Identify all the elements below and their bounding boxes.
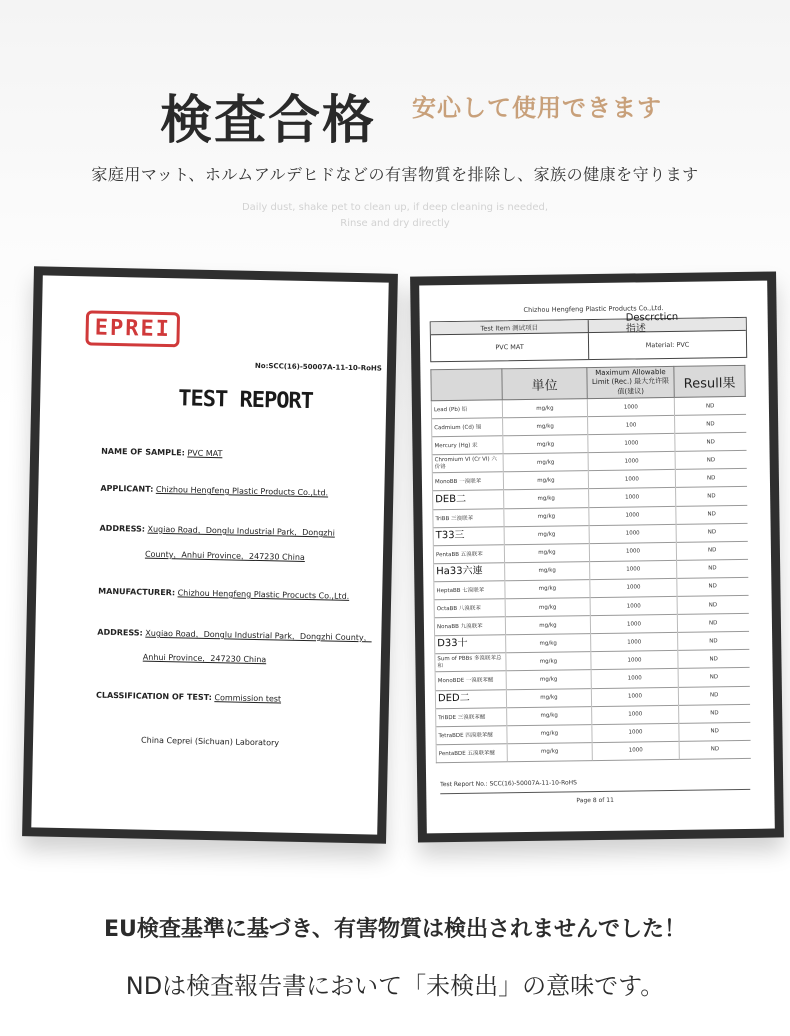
description-overlay-line2: 指述 [625, 323, 646, 335]
classification-label: CLASSIFICATION OF TEST: [95, 690, 212, 703]
row-item-name: TetraBDE 四溴联苯醚 [438, 732, 493, 739]
row-result-cell: ND [676, 523, 747, 542]
row-limit-cell: 100 [588, 415, 675, 434]
manufacturer-row [98, 587, 349, 601]
sample-name-row [101, 447, 222, 459]
row-item-name: OctaBB 八溴联苯 [436, 605, 481, 613]
row-item-cell [433, 508, 504, 527]
row-limit-cell: 1000 [588, 452, 675, 471]
row-unit-cell: mg/kg [507, 706, 592, 725]
test-results-frame [410, 271, 784, 842]
test-report-cover-sheet [31, 275, 388, 834]
row-limit-cell: 1000 [590, 578, 677, 597]
row-item-overlay: T33三 [435, 529, 465, 541]
row-limit-cell: 1000 [591, 687, 678, 706]
row-result-cell: ND [676, 487, 747, 506]
row-unit-cell: mg/kg [506, 634, 591, 653]
sample-name-label: NAME OF SAMPLE: [101, 446, 185, 458]
sample-info-body [431, 331, 746, 361]
column-header-unit: 単位 [502, 368, 587, 400]
row-result-cell: ND [675, 415, 746, 434]
row-result-cell: ND [677, 595, 748, 614]
row-limit-cell: 1000 [592, 705, 679, 724]
row-result-cell: ND [678, 650, 749, 669]
manufacturer-address-line1: Xugiao Road，Donglu Industrial Park，Dongzhi County， [145, 628, 372, 643]
row-result-cell: ND [677, 614, 748, 633]
faint-caption-line1: Daily dust, shake pet to clean up, if deep cleaning is needed, [241, 202, 549, 213]
page-description: 家庭用マット、ホルムアルデヒドなどの有害物質を排除し、家族の健康を守ります [91, 165, 699, 184]
manufacturer-label: MANUFACTURER: [98, 586, 176, 598]
row-result-cell: ND [678, 686, 749, 705]
row-unit-cell: mg/kg [503, 471, 588, 490]
applicant-label: APPLICANT: [100, 483, 154, 494]
row-item-cell [432, 454, 503, 473]
page-subtitle: 安心して使用できます [412, 94, 662, 122]
row-item-cell [434, 617, 505, 636]
description-overlay-line1: Descrcticn [625, 311, 679, 324]
description-overlay-label [626, 312, 679, 335]
row-item-overlay: DED二 [437, 692, 470, 704]
row-limit-cell: 1000 [589, 542, 676, 561]
row-item-name: Mercury (Hg) 汞 [434, 442, 478, 450]
page-number: Page 8 of 11 [576, 796, 614, 805]
row-unit-cell: mg/kg [503, 435, 588, 454]
row-limit-cell: 1000 [591, 633, 678, 652]
row-limit-cell: 1000 [587, 397, 674, 416]
row-item-name: Lead (Pb) 铅 [433, 406, 468, 414]
faint-caption [0, 200, 790, 232]
row-item-overlay: DEB二 [435, 493, 467, 505]
manufacturer-address-line2: Anhui Province，247230 China [142, 652, 267, 665]
row-unit-cell: mg/kg [502, 399, 587, 418]
row-limit-cell: 1000 [590, 615, 677, 634]
row-unit-cell: mg/kg [503, 453, 588, 472]
test-results-table [430, 365, 750, 763]
address-value-line1: Xugiao Road，Donglu Industrial Park，Dongzhi [147, 524, 335, 538]
row-unit-cell: mg/kg [503, 417, 588, 436]
row-item-cell [433, 545, 504, 564]
row-unit-cell: mg/kg [504, 507, 589, 526]
row-item-cell [435, 653, 506, 672]
row-item-name: TriBDE 三溴联苯醚 [438, 714, 486, 721]
sample-name-value: PVC MAT [187, 448, 223, 459]
row-item-name: HeptaBB 七溴联苯 [436, 587, 485, 595]
test-results-sheet [419, 281, 775, 834]
row-unit-cell: mg/kg [507, 724, 592, 743]
row-item-cell [431, 400, 502, 419]
footer-rule [440, 789, 750, 794]
row-item-overlay: D33十 [437, 638, 468, 650]
row-result-cell: ND [679, 722, 750, 741]
row-result-cell: ND [674, 396, 745, 415]
row-limit-cell: 1000 [592, 723, 679, 742]
row-item-name: PentaBB 五溴联苯 [435, 551, 483, 559]
manufacturer-address-row [97, 627, 372, 644]
row-item-cell [432, 418, 503, 437]
row-result-cell: ND [677, 559, 748, 578]
row-limit-cell: 1000 [590, 596, 677, 615]
sample-info-table [430, 317, 748, 362]
row-result-cell: ND [678, 668, 749, 687]
laboratory-name: China Ceprei (Sichuan) Laboratory [141, 735, 280, 748]
row-item-cell [434, 581, 505, 600]
row-item-name: Cadmium (Cd) 镉 [434, 424, 482, 432]
results-header-row [431, 365, 745, 400]
row-item-cell [434, 563, 505, 582]
row-unit-cell: mg/kg [504, 489, 589, 508]
classification-value: Commission test [214, 693, 282, 704]
row-limit-cell: 1000 [588, 470, 675, 489]
footer-report-number: Test Report No.: SCC(16)-50007A-11-10-RoHS [440, 779, 577, 789]
report-number: No:SCC(16)-50007A-11-10-RoHS [254, 361, 382, 373]
column-header-limit: Maximum Allowable Limit (Rec.) 最大允许限值(建议) [587, 366, 674, 398]
row-limit-cell: 1000 [590, 560, 677, 579]
row-limit-cell: 1000 [591, 669, 678, 688]
manufacturer-value: Chizhou Hengfeng Plastic Procucts Co.,Ltd. [177, 588, 350, 601]
row-limit-cell: 1000 [592, 741, 679, 760]
row-item-cell [433, 490, 504, 509]
row-result-cell: ND [675, 433, 746, 452]
address-value-line2: County，Anhui Province，247230 China [144, 549, 305, 562]
results-table-body [431, 396, 750, 762]
row-unit-cell: mg/kg [505, 580, 590, 599]
row-result-cell: ND [675, 451, 746, 470]
row-item-name: TriBB 三溴联苯 [435, 515, 474, 522]
manufacturer-address-label: ADDRESS: [97, 627, 143, 638]
address-label: ADDRESS: [99, 523, 146, 534]
row-result-cell: ND [676, 541, 747, 560]
row-result-cell: ND [675, 469, 746, 488]
row-unit-cell: mg/kg [506, 670, 591, 689]
row-item-name: PentaBDE 五溴联苯醚 [438, 750, 496, 758]
row-result-cell: ND [677, 577, 748, 596]
row-unit-cell: mg/kg [504, 543, 589, 562]
row-result-cell: ND [678, 632, 749, 651]
table-row [436, 740, 750, 762]
company-header: Chizhou Hengfeng Plastic Products Co.,Ltd. [523, 304, 664, 315]
row-limit-cell: 1000 [588, 434, 675, 453]
row-result-cell: ND [676, 505, 747, 524]
faint-caption-line2: Rinse and dry directly [340, 218, 450, 229]
eprei-logo: EPREI [85, 310, 180, 347]
nd-explanation: NDは検査報告書において「未検出」の意味です。 [125, 972, 665, 1000]
row-unit-cell: mg/kg [505, 598, 590, 617]
sample-info-head-left: Test Item 测试项目 [480, 323, 539, 333]
row-unit-cell: mg/kg [507, 742, 592, 761]
classification-row [96, 691, 281, 704]
row-limit-cell: 1000 [589, 524, 676, 543]
page-title: 検査合格 [160, 91, 377, 151]
row-item-cell [435, 671, 506, 690]
eu-standard-statement: EU検査基準に基づき、有害物質は検出されませんでした！ [103, 917, 686, 942]
row-unit-cell: mg/kg [506, 688, 591, 707]
row-item-cell [436, 744, 507, 763]
column-header-item [431, 369, 502, 401]
row-limit-cell: 1000 [591, 651, 678, 670]
row-item-name: MonoBDE 一溴联苯醚 [437, 677, 494, 685]
row-result-cell: ND [679, 740, 750, 759]
row-limit-cell: 1000 [589, 506, 676, 525]
manufacturer-address-row-2 [143, 652, 267, 666]
row-item-name: NonaBB 九溴联苯 [436, 623, 483, 631]
applicant-value: Chizhou Hengfeng Plastic Products Co.,Ltd. [155, 484, 329, 498]
row-item-name: MonoBB 一溴联苯 [434, 479, 482, 486]
row-item-overlay: Ha33六連 [436, 565, 483, 578]
row-unit-cell: mg/kg [505, 561, 590, 580]
row-result-cell: ND [679, 704, 750, 723]
row-item-cell [435, 689, 506, 708]
row-item-cell [436, 725, 507, 744]
row-item-cell [435, 635, 506, 654]
row-limit-cell: 1000 [589, 488, 676, 507]
row-unit-cell: mg/kg [505, 616, 590, 635]
row-item-cell [432, 436, 503, 455]
column-header-result: Resull果 [674, 365, 745, 397]
applicant-row [100, 484, 328, 498]
row-unit-cell: mg/kg [506, 652, 591, 671]
sample-info-body-right: Material: PVC [588, 331, 746, 359]
row-unit-cell: mg/kg [504, 525, 589, 544]
address-row-2 [145, 549, 305, 563]
row-item-cell [434, 599, 505, 618]
address-row [99, 523, 335, 539]
row-item-cell [436, 707, 507, 726]
row-item-name: Chromium VI (Cr VI) 六价铬 [434, 456, 497, 471]
row-item-cell [432, 472, 503, 491]
sample-info-body-left: PVC MAT [495, 343, 524, 352]
report-title: TEST REPORT [178, 386, 314, 415]
row-item-cell [433, 526, 504, 545]
test-report-cover-frame [22, 266, 398, 843]
row-item-name: Sum of PBBs 多溴联苯总和 [437, 655, 502, 670]
